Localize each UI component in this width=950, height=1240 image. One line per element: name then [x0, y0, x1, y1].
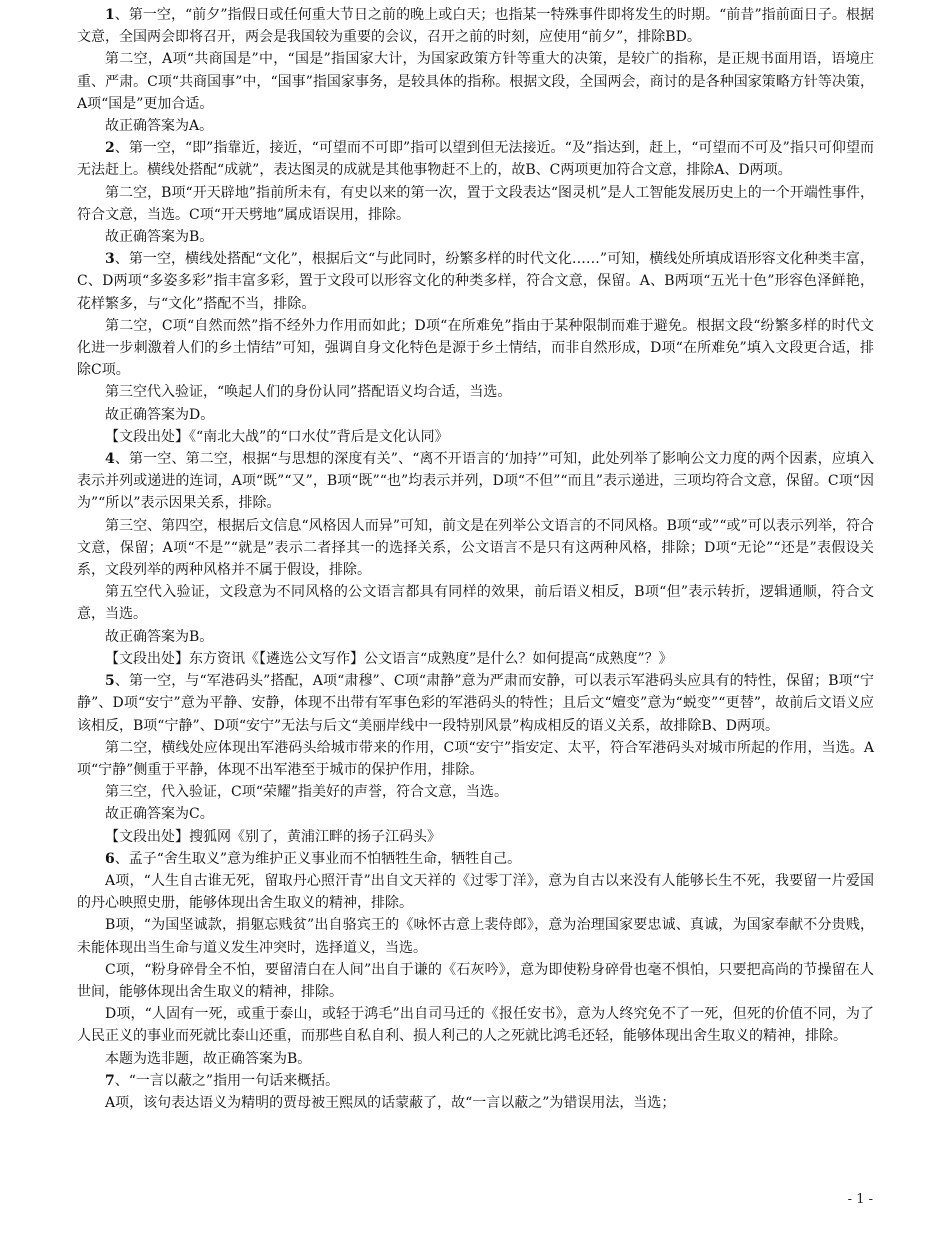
- question-number: 7: [105, 1072, 115, 1089]
- paragraph-text: 、“一言以蔽之”指用一句话来概括。: [114, 1072, 340, 1089]
- paragraph: [77, 737, 874, 781]
- paragraph-text: B项，“为国坚诚款，捐躯忘贱贫”出自骆宾王的《咏怀古意上裴侍郎》，意为治理国家要忠诚、真诚，为国家奉献不分贵贱，未能体现出当生命与道义发生冲突时，选择道义，当选。: [77, 917, 874, 956]
- paragraph-text: 第三空、第四空，根据后文信息“风格因人而异”可知，前文是在列举公文语言的不同风格。B项“或”“或”可以表示列举，符合文意，保留；A项“不是”“就是”表示二者择其一的选择关系，公文语言不是只有这两种风格，排除；D项“无论”“还是”表假设关系，文段列举的两种风格并不属于假设，排除。: [77, 517, 874, 579]
- paragraph: [77, 515, 874, 582]
- paragraph-text: 【文段出处】东方资讯《【遴选公文写作】公文语言“成熟度”是什么？如何提高“成熟度”？》: [105, 650, 673, 667]
- paragraph: [77, 315, 874, 382]
- document-body: [77, 4, 874, 1114]
- paragraph: [77, 781, 874, 803]
- paragraph-text: 、第一空、第二空，根据“与思想的深度有关”、“离不开语言的‘加持’”可知，此处列举了影响公文力度的两个因素，应填入表示并列或递进的连词，A项“既”“又”，B项“既”“也”均表示并列，D项“不但”“而且”表示递进，三项均符合文意，保留。C项“因为”“所以”表示因果关系，排除。: [77, 451, 874, 512]
- paragraph-text: 【文段出处】《“南北大战”的“口水仗”背后是文化认同》: [105, 428, 449, 445]
- paragraph-text: 、第一空，横线处搭配“文化”，根据后文“与此同时，纷繁多样的时代文化……”可知，横线处所填成语形容文化种类丰富，C、D两项“多姿多彩”指丰富多彩，置于文段可以形容文化的种类多样，符合文意，保留。A、B两项“五光十色”形容色泽鲜艳，花样繁多，与“文化”搭配不当，排除。: [77, 251, 874, 312]
- paragraph: [77, 959, 874, 1003]
- paragraph-text: 第五空代入验证，文段意为不同风格的公文语言都具有同样的效果，前后语义相反，B项“但”表示转折，逻辑通顺，符合文意，当选。: [77, 584, 874, 623]
- paragraph: [77, 381, 874, 403]
- paragraph-text: 第二空，C项“自然而然”指不经外力作用而如此；D项“在所难免”指由于某种限制而难于避免。根据文段“纷繁多样的时代文化进一步刺激着人们的乡土情结”可知，强调自身文化特色是源于乡土情结，而非自然形成，D项“在所难免”填入文段更合适，排除C项。: [77, 317, 874, 379]
- question-number: 5: [105, 673, 115, 690]
- paragraph: [77, 803, 874, 825]
- paragraph: [77, 914, 874, 958]
- paragraph: [77, 404, 874, 426]
- paragraph-text: A项，该句表达语义为精明的贾母被王熙凤的话蒙蔽了，故“一言以蔽之”为错误用法，当选；: [105, 1094, 676, 1111]
- paragraph: [77, 426, 874, 448]
- paragraph-text: A项，“人生自古谁无死，留取丹心照汗青”出自文天祥的《过零丁洋》，意为自古以来没有人能够长生不死，我要留一片爱国的丹心映照史册，能够体现出舍生取义的精神，排除。: [77, 872, 874, 912]
- paragraph-text: 、第一空，“即”指靠近，接近，“可望而不可即”指可以望到但无法接近。“及”指达到，赶上，“可望而不可及”指只可仰望而无法赶上。横线处搭配“成就”，表达图灵的成就是其他事物赶不上的，故B、C两项更加符合文意，排除A、D两项。: [77, 140, 874, 179]
- paragraph: [77, 182, 874, 226]
- paragraph: [77, 848, 874, 870]
- paragraph-text: 第三空，代入验证，C项“荣耀”指美好的声誉，符合文意，当选。: [105, 784, 509, 801]
- question-number: 4: [105, 451, 115, 468]
- paragraph: [77, 870, 874, 914]
- question-number: 3: [105, 251, 115, 268]
- paragraph: [77, 48, 874, 115]
- paragraph: [77, 448, 874, 515]
- paragraph: [77, 226, 874, 248]
- paragraph: [77, 826, 874, 848]
- question-number: 2: [105, 140, 115, 157]
- paragraph: [77, 648, 874, 670]
- paragraph-text: 故正确答案为A。: [105, 118, 214, 135]
- paragraph-text: 故正确答案为D。: [105, 406, 215, 423]
- paragraph-text: 、第一空，与“军港码头”搭配，A项“肃穆”、C项“肃静”意为严肃而安静，可以表示军港码头应具有的特性，保留；B项“宁静”、D项“安宁”意为平静、安静，体现不出带有军事色彩的军港码头的特性；且后文“嬗变”意为“蜕变”“更替”，故前后文语义应该相反，B项“宁静”、D项“安宁”无法与后文“美丽岸线中一段特别风景”构成相反的语义关系，故排除B、D两项。: [77, 673, 874, 734]
- paragraph-text: 故正确答案为B。: [105, 229, 214, 246]
- paragraph-text: 本题为选非题，故正确答案为B。: [105, 1050, 312, 1067]
- paragraph: [77, 1048, 874, 1070]
- paragraph-text: 故正确答案为B。: [105, 628, 214, 645]
- paragraph-text: 第三空代入验证，“唤起人们的身份认同”搭配语义均合适，当选。: [105, 384, 512, 401]
- paragraph-text: C项，“粉身碎骨全不怕，要留清白在人间”出自于谦的《石灰吟》，意为即使粉身碎骨也毫不惧怕，只要把高尚的节操留在人世间，能够体现出舍生取义的精神，排除。: [77, 961, 874, 1000]
- paragraph: [77, 1092, 874, 1114]
- paragraph-text: 故正确答案为C。: [105, 806, 214, 823]
- paragraph: [77, 1070, 874, 1092]
- question-number: 6: [105, 850, 115, 867]
- paragraph-text: 、孟子“舍生取义”意为维护正义事业而不怕牺牲生命，牺牲自己。: [114, 850, 522, 867]
- paragraph: [77, 626, 874, 648]
- paragraph: [77, 115, 874, 137]
- paragraph: [77, 581, 874, 625]
- paragraph: [77, 248, 874, 315]
- paragraph-text: 【文段出处】搜狐网《别了，黄浦江畔的扬子江码头》: [105, 828, 441, 845]
- paragraph-text: 、第一空，“前夕”指假日或任何重大节日之前的晚上或白天；也指某一特殊事件即将发生的时期。“前昔”指前面日子。根据文意，全国两会即将召开，两会是我国较为重要的会议，召开之前的时刻，应使用“前夕”，排除BD。: [77, 7, 874, 46]
- paragraph-text: 第二空，B项“开天辟地”指前所未有，有史以来的第一次，置于文段表达“图灵机”是人工智能发展历史上的一个开端性事件，符合文意，当选。C项“开天劈地”属成语误用，排除。: [77, 184, 874, 223]
- paragraph: [77, 670, 874, 737]
- paragraph: [77, 4, 874, 48]
- paragraph: [77, 1003, 874, 1047]
- paragraph-text: D项，“人固有一死，或重于泰山，或轻于鸿毛”出自司马迁的《报任安书》，意为人终究免不了一死，但死的价值不同，为了人民正义的事业而死就比泰山还重，而那些自私自利、损人利己的人之死就比鸿毛还轻，能够体现出舍生取义的精神，排除。: [77, 1006, 874, 1045]
- paragraph-text: 第二空，横线处应体现出军港码头给城市带来的作用，C项“安宁”指安定、太平，符合军港码头对城市所起的作用，当选。A项“宁静”侧重于平静，体现不出军港至于城市的保护作用，排除。: [77, 739, 874, 778]
- paragraph-text: 第二空，A项“共商国是”中，“国是”指国家大计，为国家政策方针等重大的决策，是较广的指称，是正规书面用语，语境庄重、严肃。C项“共商国事”中，“国事”指国家事务，是较具体的指称。根据文段，全国两会，商讨的是各种国家策略方针等决策，A项“国是”更加合适。: [77, 51, 874, 112]
- paragraph: [77, 137, 874, 181]
- question-number: 1: [105, 7, 115, 23]
- page-number: - 1 -: [847, 1192, 873, 1207]
